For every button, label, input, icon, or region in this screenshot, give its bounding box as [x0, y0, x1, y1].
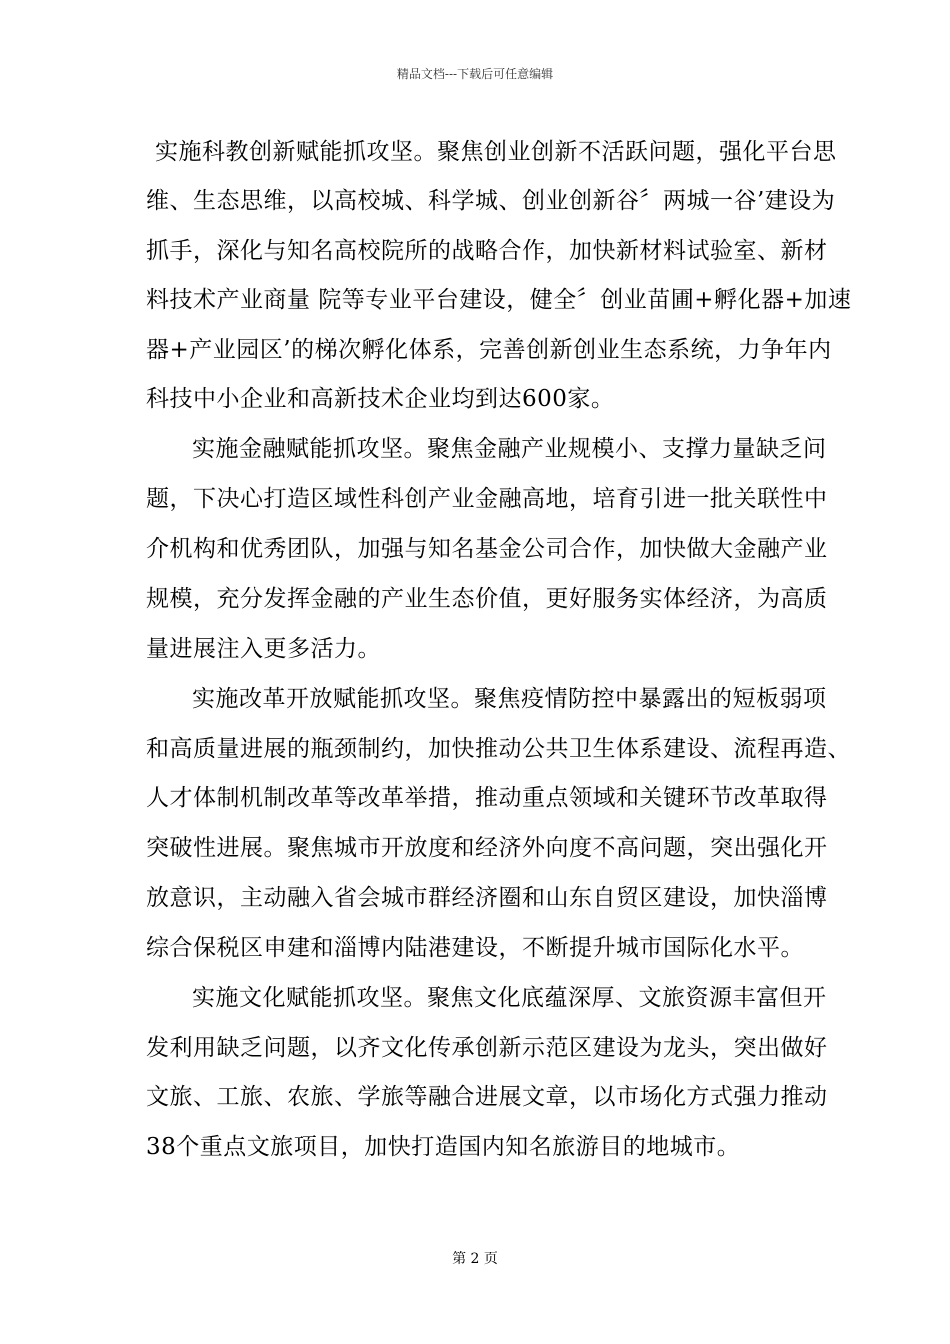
paragraph-4-line-4: 38个重点文旅项目，加快打造国内知名旅游目的地城市。 — [146, 1134, 741, 1160]
paragraph-4-line-3: 文旅、工旅、农旅、学旅等融合进展文章，以市场化方式强力推动 — [146, 1084, 828, 1110]
paragraph-1-line-5: 器+产业园区’的梯次孵化体系，完善创新创业生态系统，力争年内 — [146, 337, 832, 363]
paragraph-2-line-4: 规模，充分发挥金融的产业生态价值，更好服务实体经济，为高质 — [146, 586, 828, 612]
paragraph-3-line-4: 突破性进展。聚焦城市开放度和经济外向度不高问题，突出强化开 — [146, 835, 828, 861]
paragraph-3-line-3: 人才体制机制改革等改革举措，推动重点领域和关键环节改革取得 — [146, 785, 828, 811]
paragraph-3-line-2: 和高质量进展的瓶颈制约，加快推动公共卫生体系建设、流程再造、 — [146, 736, 851, 762]
paragraph-2-line-3: 介机构和优秀团队，加强与知名基金公司合作，加快做大金融产业 — [146, 536, 828, 562]
page-header: 精品文档---下载后可任意编辑 — [396, 67, 554, 81]
paragraph-1-line-4: 料技术产业商量 院等专业平台建设，健全〞创业苗圃+孵化器+加速 — [146, 287, 852, 313]
paragraph-3-line-1: 实施改革开放赋能抓攻坚。聚焦疫情防控中暴露出的短板弱项 — [192, 686, 827, 712]
paragraph-1-line-3: 抓手，深化与知名高校院所的战略合作，加快新材料试验室、新材 — [146, 238, 828, 264]
paragraph-4-line-1: 实施文化赋能抓攻坚。聚焦文化底蕴深厚、文旅资源丰富但开 — [192, 985, 827, 1011]
page-number: 第 2 页 — [452, 1251, 498, 1267]
paragraph-2-line-1: 实施金融赋能抓攻坚。聚焦金融产业规模小、支撑力量缺乏问 — [192, 436, 827, 462]
paragraph-2-line-2: 题，下决心打造区域性科创产业金融高地，培育引进一批关联性中 — [146, 486, 828, 512]
paragraph-4-line-2: 发利用缺乏问题，以齐文化传承创新示范区建设为龙头，突出做好 — [146, 1035, 828, 1061]
paragraph-3-line-6: 综合保税区申建和淄博内陆港建设，不断提升城市国际化水平。 — [146, 935, 804, 961]
paragraph-3-line-5: 放意识，主动融入省会城市群经济圈和山东自贸区建设，加快淄博 — [146, 885, 828, 911]
paragraph-1-line-1: 实施科教创新赋能抓攻坚。聚焦创业创新不活跃问题，强化平台思 — [155, 139, 837, 165]
paragraph-1-line-6: 科技中小企业和高新技术企业均到达600家。 — [146, 386, 615, 412]
paragraph-2-line-5: 量进展注入更多活力。 — [146, 636, 381, 662]
paragraph-1-line-2: 维、生态思维，以高校城、科学城、创业创新谷〞两城一谷’建设为 — [146, 188, 836, 214]
